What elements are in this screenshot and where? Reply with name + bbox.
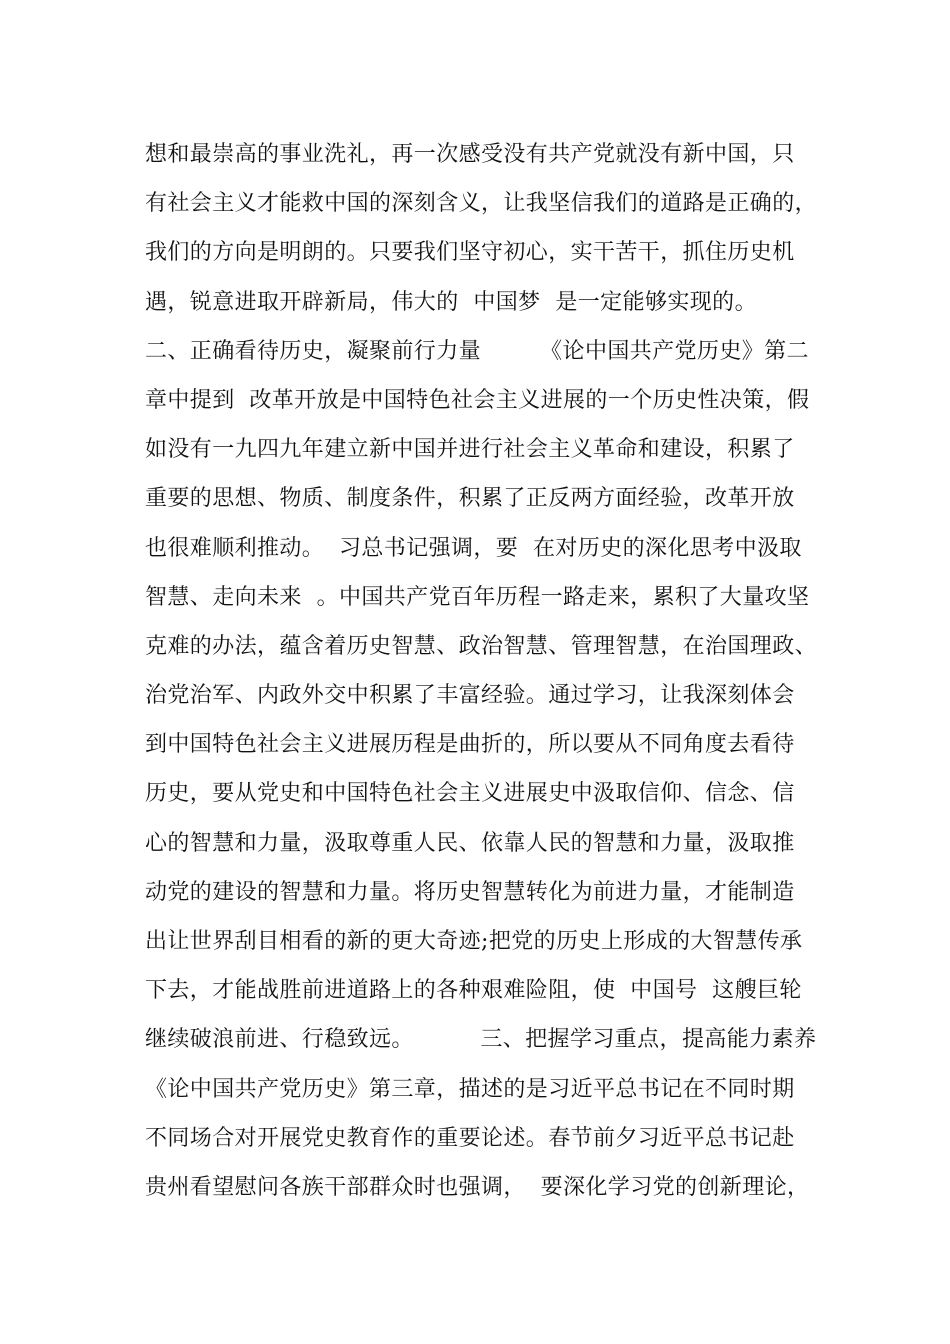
text-line: 不同场合对开展党史教育作的重要论述。春节前夕习近平总书记赴	[145, 1125, 795, 1151]
text-line: 克难的办法，蕴含着历史智慧、政治智慧、管理智慧，在治国理政、	[145, 633, 818, 659]
body-text	[145, 130, 825, 1212]
text-line: 我们的方向是明朗的。只要我们坚守初心，实干苦干，抓住历史机	[145, 240, 795, 266]
text-line: 下去，才能战胜前进道路上的各种艰难险阻，使 中国号 这艘巨轮	[145, 978, 802, 1004]
text-line: 出让世界刮目相看的新的更大奇迹;把党的历史上形成的大智慧传承	[145, 929, 803, 954]
text-line: 继续破浪前进、行稳致远。 三、把握学习重点，提高能力素养	[145, 1027, 817, 1053]
text-line: 章中提到 改革开放是中国特色社会主义进展的一个历史性决策，假	[145, 387, 810, 413]
text-line: 如没有一九四九年建立新中国并进行社会主义革命和建设，积累了	[145, 437, 795, 463]
text-line: 智慧、走向未来 。中国共产党百年历程一路走来，累积了大量攻坚	[145, 584, 810, 610]
text-line: 历史，要从党史和中国特色社会主义进展史中汲取信仰、信念、信	[145, 781, 795, 807]
text-line: 也很难顺利推动。 习总书记强调，要 在对历史的深化思考中汲取	[145, 535, 802, 561]
text-line: 贵州看望慰问各族干部群众时也强调， 要深化学习党的创新理论，	[145, 1174, 810, 1200]
text-line: 二、正确看待历史，凝聚前行力量 《论中国共产党历史》第二	[145, 338, 809, 364]
text-line: 有社会主义才能救中国的深刻含义，让我坚信我们的道路是正确的，	[145, 191, 818, 217]
text-line: 想和最崇高的事业洗礼，再一次感受没有共产党就没有新中国，只	[145, 142, 795, 167]
text-line: 遇，锐意进取开辟新局，伟大的 中国梦 是一定能够实现的。	[145, 289, 757, 315]
text-line: 《论中国共产党历史》第三章，描述的是习近平总书记在不同时期	[145, 1076, 795, 1102]
text-line: 心的智慧和力量，汲取尊重人民、依靠人民的智慧和力量，汲取推	[145, 830, 795, 856]
text-line: 到中国特色社会主义进展历程是曲折的，所以要从不同角度去看待	[145, 732, 795, 758]
text-line: 重要的思想、物质、制度条件，积累了正反两方面经验，改革开放	[145, 486, 795, 512]
text-line: 动党的建设的智慧和力量。将历史智慧转化为前进力量，才能制造	[145, 879, 795, 905]
text-line: 治党治军、内政外交中积累了丰富经验。通过学习，让我深刻体会	[145, 683, 795, 709]
